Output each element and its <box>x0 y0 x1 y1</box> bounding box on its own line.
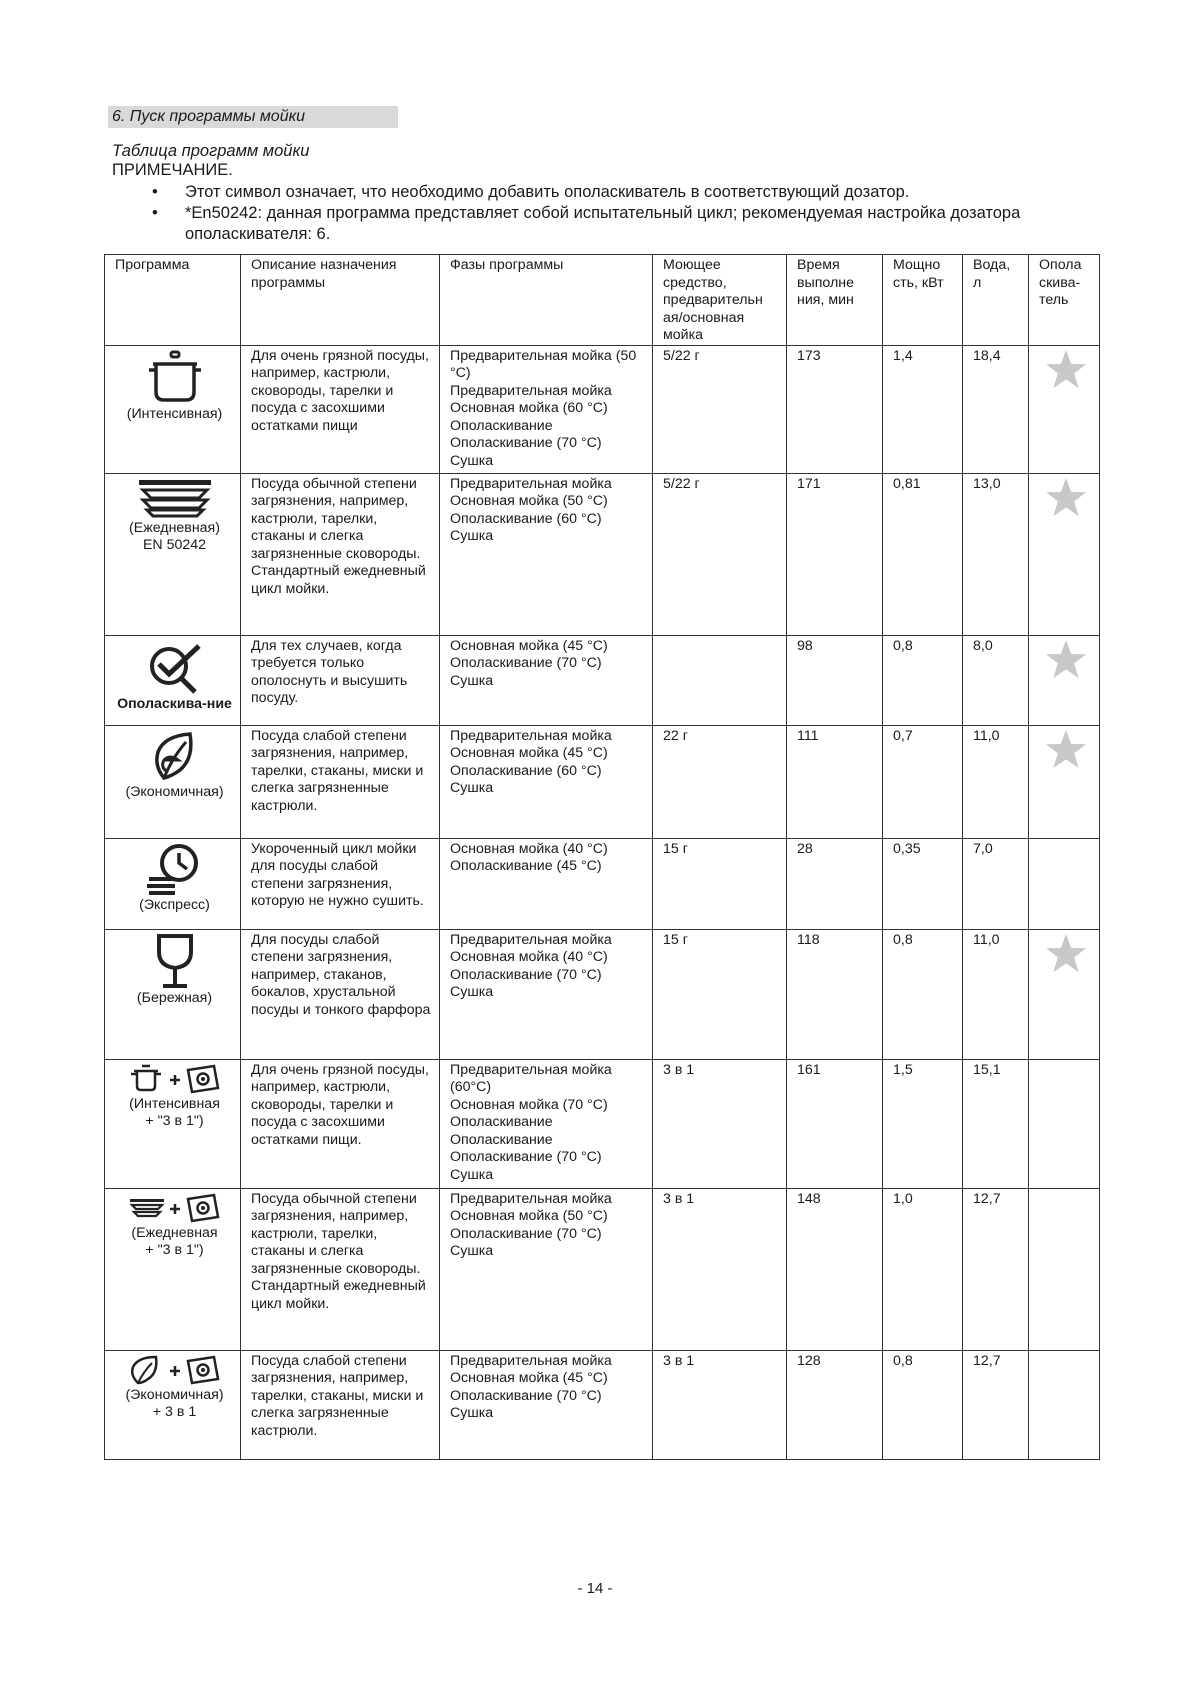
phase-item: Ополаскивание (60 °С) <box>450 510 602 527</box>
water-cell: 11,0 <box>963 929 1029 1059</box>
dishes-plus-3in1-icon <box>115 1191 234 1225</box>
rinse-cell <box>1029 635 1100 725</box>
program-cell <box>105 345 241 473</box>
description-cell: Для очень грязной посуды, например, кастрюли, сковороды, тарелки и посуда с засохшими остатками пищи <box>241 345 440 473</box>
phase-item: Ополаскивание (70 °С) <box>450 1149 602 1165</box>
express-clock-icon <box>115 841 234 897</box>
rinse-aid-star-icon <box>1039 728 1093 770</box>
detergent-cell: 3 в 1 <box>653 1188 787 1350</box>
note-label: ПРИМЕЧАНИЕ. <box>112 161 233 179</box>
power-cell: 0,8 <box>883 1350 963 1459</box>
time-cell: 98 <box>787 635 883 725</box>
phase-item: Ополаскивание (70 °С) <box>450 1225 602 1242</box>
phase-item: Сушка <box>450 672 494 689</box>
phase-item: Сушка <box>450 452 494 469</box>
phase-item: Основная мойка (45 °С) <box>450 1370 608 1386</box>
description-cell: Укороченный цикл мойки для посуды слабой степени загрязнения, которую не нужно сушить. <box>241 838 440 929</box>
rinse-cell <box>1029 838 1100 929</box>
program-name: EN 50242 <box>142 536 207 553</box>
phase-item: Основная мойка (40 °С) <box>450 840 608 857</box>
description-cell: Посуда слабой степени загрязнения, например, тарелки, стаканы, миски и слегка загрязненные кастрюли. <box>241 1350 440 1459</box>
header-detergent: Моющее средство, предварительн ая/основная мойка <box>653 255 787 346</box>
eco-plus-3in1-icon <box>115 1353 234 1387</box>
time-cell: 118 <box>787 929 883 1059</box>
header-phases: Фазы программы <box>440 255 653 346</box>
description-cell: Посуда обычной степени загрязнения, например, кастрюли, тарелки, стаканы и слегка загрязненные сковороды. Стандартный ежедневный цикл мойки. <box>241 473 440 635</box>
phase-item: Сушка <box>450 1166 494 1183</box>
phase-item: Ополаскивание (70 °С) <box>450 966 602 983</box>
program-name: + "3 в 1") <box>145 1112 204 1129</box>
detergent-cell: 15 г <box>653 838 787 929</box>
table-row <box>105 345 1100 473</box>
rinse-cell <box>1029 929 1100 1059</box>
phase-item: Предварительная мойка <box>450 1190 612 1207</box>
water-cell: 8,0 <box>963 635 1029 725</box>
program-cell <box>105 929 241 1059</box>
section-title: 6. Пуск программы мойки <box>108 106 398 128</box>
time-cell: 111 <box>787 725 883 838</box>
water-cell: 12,7 <box>963 1188 1029 1350</box>
table-row <box>105 838 1100 929</box>
table-row <box>105 1188 1100 1350</box>
power-cell: 1,5 <box>883 1059 963 1188</box>
phase-item: Сушка <box>450 1243 494 1259</box>
program-name: (Экономичная) <box>125 783 224 800</box>
page-number: - 14 - <box>577 1580 613 1597</box>
phase-item: Сушка <box>450 1405 494 1421</box>
water-cell: 18,4 <box>963 345 1029 473</box>
detergent-cell: 5/22 г <box>653 345 787 473</box>
table-row <box>105 1059 1100 1188</box>
bullet: • <box>152 204 158 222</box>
rinse-cell <box>1029 473 1100 635</box>
phase-item: Ополаскивание (70 °С) <box>450 435 602 451</box>
phase-item: Основная мойка (40 °С) <box>450 949 608 965</box>
rinse-cell <box>1029 1059 1100 1188</box>
header-program: Программа <box>105 255 241 346</box>
power-cell: 0,35 <box>883 838 963 929</box>
program-cell <box>105 635 241 725</box>
note-item <box>112 203 1112 245</box>
program-name: (Экспресс) <box>139 896 210 913</box>
phase-item: Сушка <box>450 528 494 544</box>
rinse-aid-star-icon <box>1039 638 1093 680</box>
table-row <box>105 929 1100 1059</box>
pot-plus-3in1-icon <box>115 1062 234 1096</box>
phase-item: Ополаскивание (70 °С) <box>450 1387 602 1404</box>
programs-table <box>104 254 1100 1460</box>
program-cell <box>105 838 241 929</box>
power-cell: 0,81 <box>883 473 963 635</box>
rinse-aid-star-icon <box>1039 348 1093 390</box>
phases-cell <box>440 473 653 635</box>
detergent-cell: 15 г <box>653 929 787 1059</box>
phases-cell <box>440 1059 653 1188</box>
description-cell: Для очень грязной посуды, например, кастрюли, сковороды, тарелки и посуда с засохшими остатками пищи. <box>241 1059 440 1188</box>
program-name: Ополаскива-ние <box>117 695 232 712</box>
phase-item: Предварительная мойка (60°С) <box>450 1061 612 1095</box>
water-cell: 15,1 <box>963 1059 1029 1188</box>
description-cell: Посуда обычной степени загрязнения, например, кастрюли, тарелки, стаканы и слегка загрязненные сковороды. Стандартный ежедневный цикл мойки. <box>241 1188 440 1350</box>
table-row <box>105 725 1100 838</box>
time-cell: 148 <box>787 1188 883 1350</box>
time-cell: 28 <box>787 838 883 929</box>
detergent-cell: 3 в 1 <box>653 1350 787 1459</box>
header-time: Время выполне ния, мин <box>787 255 883 346</box>
rinse-cell <box>1029 725 1100 838</box>
detergent-cell: 3 в 1 <box>653 1059 787 1188</box>
note-text: Этот символ означает, что необходимо добавить ополаскиватель в соответствующий дозатор. <box>185 183 910 201</box>
table-row <box>105 473 1100 635</box>
phase-item: Ополаскивание (70 °С) <box>450 655 602 671</box>
phase-item: Предварительная мойка <box>450 931 612 948</box>
time-cell: 128 <box>787 1350 883 1459</box>
phase-item: Сушка <box>450 984 494 1000</box>
phase-item: Предварительная мойка <box>450 382 612 399</box>
note-item <box>112 182 1112 203</box>
program-cell <box>105 1059 241 1188</box>
detergent-cell: 5/22 г <box>653 473 787 635</box>
phase-item: Основная мойка (60 °С) <box>450 400 608 416</box>
program-name: + "3 в 1") <box>145 1241 204 1258</box>
detergent-cell <box>653 635 787 725</box>
phase-item: Предварительная мойка <box>450 1352 612 1369</box>
description-cell: Для тех случаев, когда требуется только ополоснуть и высушить посуду. <box>241 635 440 725</box>
rinse-cell <box>1029 345 1100 473</box>
phases-cell <box>440 929 653 1059</box>
eco-leaf-icon <box>115 728 234 784</box>
water-cell: 12,7 <box>963 1350 1029 1459</box>
water-cell: 7,0 <box>963 838 1029 929</box>
program-name: (Экономичная) <box>125 1386 224 1403</box>
phases-cell <box>440 1350 653 1459</box>
phases-cell <box>440 1188 653 1350</box>
wine-glass-icon <box>115 932 234 990</box>
rinse-cell <box>1029 1188 1100 1350</box>
phase-item: Основная мойка (70 °С) <box>450 1096 608 1113</box>
bullet: • <box>152 183 158 201</box>
table-row <box>105 635 1100 725</box>
phase-item: Ополаскивание <box>450 1114 553 1130</box>
program-name: (Интенсивная) <box>126 405 223 422</box>
power-cell: 1,0 <box>883 1188 963 1350</box>
power-cell: 0,8 <box>883 635 963 725</box>
rinse-cell <box>1029 1350 1100 1459</box>
phase-item: Сушка <box>450 780 494 796</box>
phase-item: Основная мойка (50 °С) <box>450 1208 608 1224</box>
power-cell: 0,8 <box>883 929 963 1059</box>
time-cell: 173 <box>787 345 883 473</box>
table-caption: Таблица программ мойки <box>112 142 310 160</box>
rinse-check-icon <box>115 638 234 696</box>
program-name: (Интенсивная <box>129 1095 220 1112</box>
table-header-row <box>105 255 1100 346</box>
water-cell: 13,0 <box>963 473 1029 635</box>
water-cell: 11,0 <box>963 725 1029 838</box>
phase-item: Основная мойка (45 °С) <box>450 745 608 761</box>
power-cell: 1,4 <box>883 345 963 473</box>
header-description: Описание назначения программы <box>241 255 440 346</box>
header-power: Мощно сть, кВт <box>883 255 963 346</box>
power-cell: 0,7 <box>883 725 963 838</box>
header-rinse: Опола скива-тель <box>1029 255 1100 346</box>
rinse-aid-star-icon <box>1039 932 1093 974</box>
program-name: (Ежедневная) <box>129 519 220 536</box>
pot-icon <box>115 348 234 406</box>
phase-item: Предварительная мойка (50 °С) <box>450 347 637 381</box>
description-cell: Для посуды слабой степени загрязнения, например, стаканов, бокалов, хрустальной посуды и тонкого фарфора <box>241 929 440 1059</box>
phase-item: Ополаскивание (45 °С) <box>450 858 602 874</box>
phase-item: Ополаскивание (60 °С) <box>450 762 602 779</box>
phases-cell <box>440 635 653 725</box>
program-cell <box>105 473 241 635</box>
program-cell <box>105 1188 241 1350</box>
phase-item: Основная мойка (45 °С) <box>450 637 608 654</box>
program-name: + 3 в 1 <box>152 1403 197 1420</box>
program-name: (Ежедневная <box>131 1224 218 1241</box>
notes-list <box>112 182 1112 245</box>
header-water: Вода, л <box>963 255 1029 346</box>
phases-cell <box>440 838 653 929</box>
dishes-stack-icon <box>115 476 234 520</box>
note-text: *En50242: данная программа представляет собой испытательный цикл; рекомендуемая настройка дозатора ополаскивателя: 6. <box>185 204 1021 243</box>
program-name: (Бережная) <box>136 989 213 1006</box>
table-row <box>105 1350 1100 1459</box>
phase-item: Ополаскивание <box>450 1131 553 1148</box>
phases-cell <box>440 725 653 838</box>
rinse-aid-star-icon <box>1039 476 1093 518</box>
program-cell <box>105 1350 241 1459</box>
time-cell: 171 <box>787 473 883 635</box>
time-cell: 161 <box>787 1059 883 1188</box>
phase-item: Ополаскивание <box>450 417 553 434</box>
program-cell <box>105 725 241 838</box>
phases-cell <box>440 345 653 473</box>
phase-item: Основная мойка (50 °С) <box>450 493 608 509</box>
detergent-cell: 22 г <box>653 725 787 838</box>
phase-item: Предварительная мойка <box>450 475 612 492</box>
description-cell: Посуда слабой степени загрязнения, например, тарелки, стаканы, миски и слегка загрязненные кастрюли. <box>241 725 440 838</box>
phase-item: Предварительная мойка <box>450 727 612 744</box>
